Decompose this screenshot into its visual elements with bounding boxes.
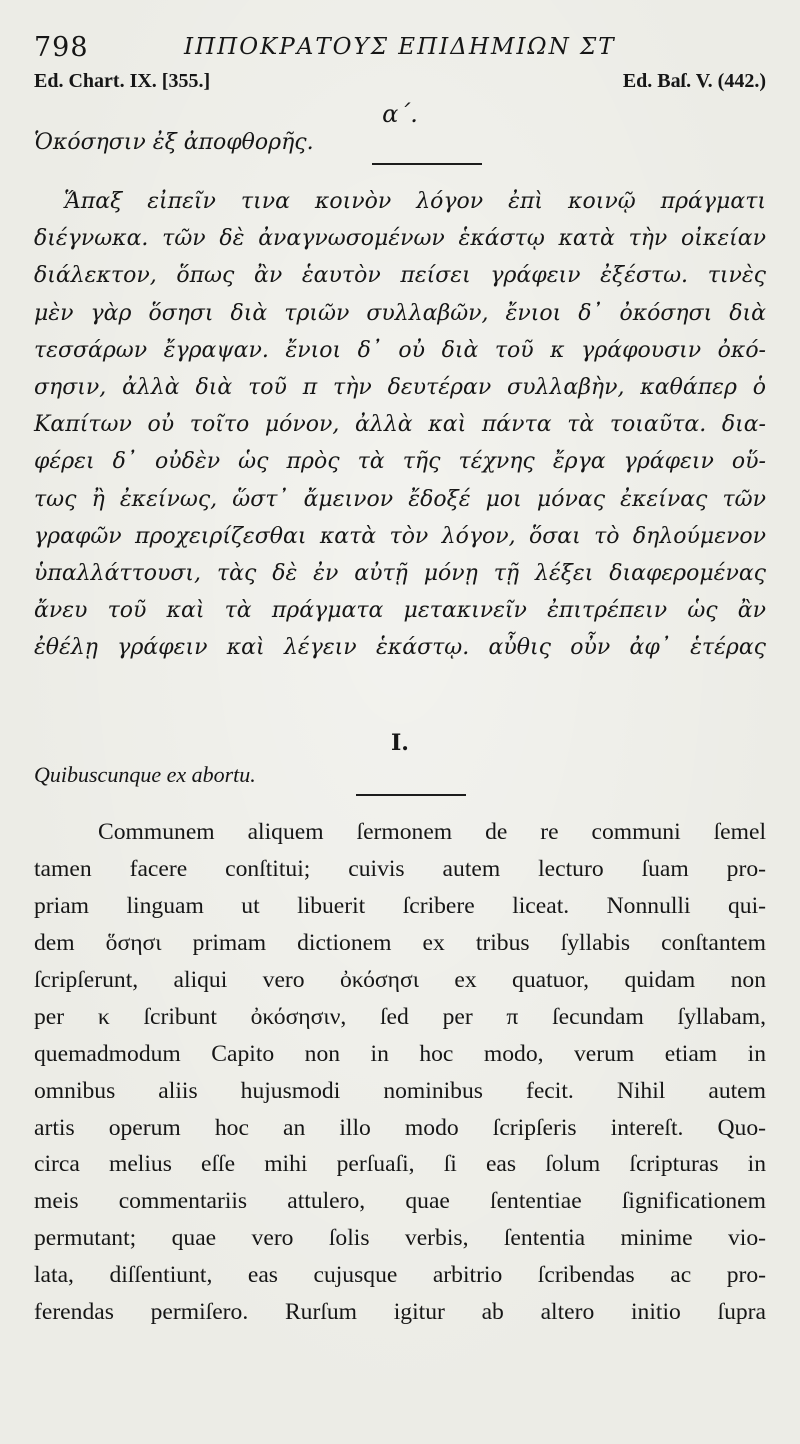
latin-line: per κ ſcribunt ὀκόσησιν, ſed per π ſecundam ſyllabam,: [34, 1003, 766, 1030]
greek-section-divider: [372, 163, 482, 165]
greek-line: μὲν γὰρ ὅσησι διὰ τριῶν συλλαβῶν, ἔνιοι δ᾽ ὀκόσησι διὰ: [34, 300, 766, 326]
greek-line: ὑπαλλάττουσι, τὰς δὲ ἐν αὐτῇ μόνῃ τῇ λέξει διαφερομένας: [34, 560, 766, 586]
latin-line: ferendas permiſero. Rurſum igitur ab altero initio ſupra: [34, 1299, 766, 1326]
greek-line: διάλεκτον, ὅπως ἂν ἑαυτὸν πείσει γράφειν ἐξέστω. τινὲς: [34, 263, 766, 289]
greek-line: διέγνωκα. τῶν δὲ ἀναγνωσομένων ἑκάστῳ κατὰ τὴν οἰκείαν: [34, 226, 766, 252]
latin-commentary: [34, 814, 766, 1330]
latin-line: omnibus aliis hujusmodi nominibus fecit. Nihil autem: [34, 1077, 766, 1104]
greek-line: Καπίτων οὐ τοῖτο μόνον, ἀλλὰ καὶ πάντα τὰ τοιαῦτα. δια-: [34, 412, 766, 438]
edition-basel-ref: Ed. Baſ. V. (442.): [622, 70, 766, 92]
latin-line: meis commentariis attulero, quae ſententiae ſignificationem: [34, 1188, 766, 1215]
latin-line: artis operum hoc an illo modo ſcripſeris intereſt. Quo-: [34, 1114, 766, 1141]
page-number: 798: [34, 32, 89, 63]
running-head: [34, 30, 766, 66]
latin-lemma: Quibuscunque ex abortu.: [34, 762, 256, 788]
greek-section-number: α΄.: [382, 100, 418, 128]
greek-line: Ἅπαξ εἰπεῖν τινα κοινὸν λόγον ἐπὶ κοινῷ πράγματι: [64, 189, 766, 214]
latin-section-divider: [356, 794, 466, 796]
latin-line: circa melius eſſe mihi perſuaſi, ſi eas ſolum ſcripturas in: [34, 1151, 766, 1178]
running-title: ΙΠΠΟΚΡΑΤΟΥΣ ΕΠΙΔΗΜΙΩΝ ΣΤ: [184, 34, 616, 60]
latin-line: dem ὅσησι primam dictionem ex tribus ſyllabis conſtantem: [34, 930, 766, 957]
latin-line: permutant; quae vero ſolis verbis, ſententia minime vio-: [34, 1225, 766, 1252]
latin-section-number: I.: [391, 730, 409, 757]
greek-line: τεσσάρων ἔγραψαν. ἔνιοι δ᾽ οὐ διὰ τοῦ κ γράφουσιν ὀκό-: [34, 337, 766, 363]
greek-commentary: [34, 183, 766, 666]
latin-line: quemadmodum Capito non in hoc modo, verum etiam in: [34, 1040, 766, 1067]
greek-line: ἐθέλῃ γράφειν καὶ λέγειν ἑκάστῳ. αὖθις οὖν ἀφ᾽ ἑτέρας: [34, 635, 766, 661]
latin-line: lata, diſſentiunt, eas cujusque arbitrio ſcribendas ac pro-: [34, 1262, 766, 1289]
latin-line: Communem aliquem ſermonem de re communi ſemel: [98, 819, 766, 846]
greek-line: τως ἢ ἐκείνως, ὥστ᾽ ἄμεινον ἔδοξέ μοι μόνας ἐκείνας τῶν: [34, 486, 766, 512]
greek-line: γραφῶν προχειρίζεσθαι κατὰ τὸν λόγον, ὅσαι τὸ δηλούμενον: [34, 523, 766, 549]
latin-line: ſcripſerunt, aliqui vero ὀκόσησι ex quatuor, quidam non: [34, 967, 766, 993]
greek-lemma: Ὁκόσησιν ἐξ ἀποφθορῆς.: [34, 130, 314, 155]
latin-line: priam linguam ut libuerit ſcribere liceat. Nonnulli qui-: [34, 893, 766, 920]
edition-chartier-ref: Ed. Chart. IX. [355.]: [34, 70, 211, 92]
latin-line: tamen facere conſtitui; cuivis autem lecturo ſuam pro-: [34, 856, 766, 883]
greek-line: φέρει δ᾽ οὐδὲν ὡς πρὸς τὰ τῆς τέχνης ἔργα γράφειν οὕ-: [34, 449, 766, 475]
edition-references: [34, 66, 766, 100]
greek-line: ἄνευ τοῦ καὶ τὰ πράγματα μετακινεῖν ἐπιτρέπειν ὡς ἂν: [34, 598, 766, 624]
greek-line: σησιν, ἀλλὰ διὰ τοῦ π τὴν δευτέραν συλλαβὴν, καθάπερ ὁ: [34, 374, 766, 400]
